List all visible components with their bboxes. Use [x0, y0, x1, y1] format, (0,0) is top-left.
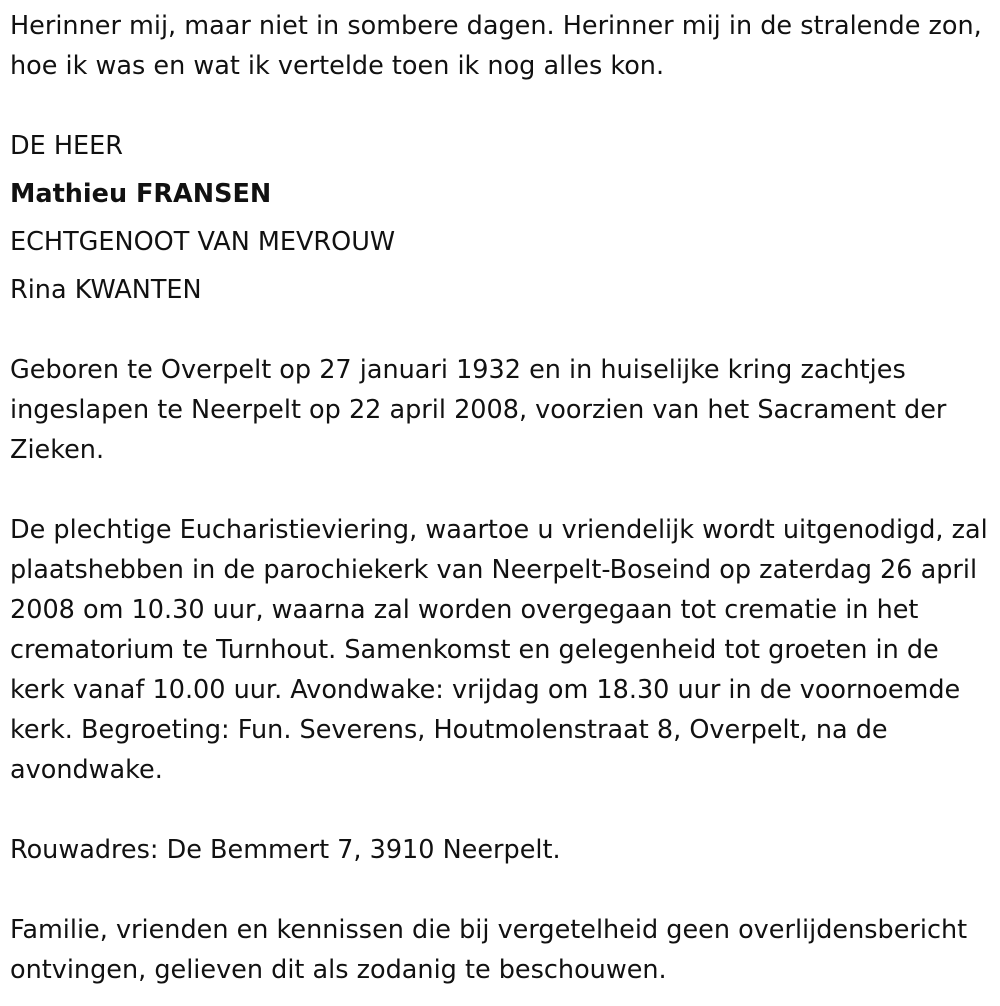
ceremony-paragraph: De plechtige Eucharistieviering, waartoe u vriendelijk wordt uitgenodigd, zal plaatshebben in de parochiekerk van Neerpelt-Boseind op zaterdag 26 april 2008 om 10.30 uur, waarna zal worden overgegaan tot crematie in het crematorium te Turnhout. Samenkomst en gelegenheid tot groeten in de kerk vanaf 10.00 uur. Avondwake: vrijdag om 18.30 uur in de voornoemde kerk. Begroeting: Fun. Severens, Houtmolenstraat 8, Overpelt, na de avondwake. [10, 515, 988, 785]
closing-paragraph: Familie, vrienden en kennissen die bij vergetelheid geen overlijdensbericht ontvingen, gelieven dit als zodanig te beschouwen. [10, 915, 968, 985]
spacer [10, 790, 995, 830]
spacer [10, 86, 995, 126]
name-block [10, 122, 995, 314]
title-line: DE HEER [10, 131, 123, 161]
deceased-name: Mathieu FRANSEN [10, 179, 272, 209]
obituary-document [10, 6, 995, 990]
spouse-name: Rina KWANTEN [10, 275, 202, 305]
spacer [10, 870, 995, 910]
spacer [10, 470, 995, 510]
spacer [10, 310, 995, 350]
address-paragraph: Rouwadres: De Bemmert 7, 3910 Neerpelt. [10, 835, 561, 865]
intro-paragraph: Herinner mij, maar niet in sombere dagen. Herinner mij in de stralende zon, hoe ik was en wat ik vertelde toen ik nog alles kon. [10, 11, 982, 81]
birth-death-paragraph: Geboren te Overpelt op 27 januari 1932 en in huiselijke kring zachtjes ingeslapen te Neerpelt op 22 april 2008, voorzien van het Sacrament der Zieken. [10, 355, 947, 465]
relation-line: ECHTGENOOT VAN MEVROUW [10, 227, 396, 257]
